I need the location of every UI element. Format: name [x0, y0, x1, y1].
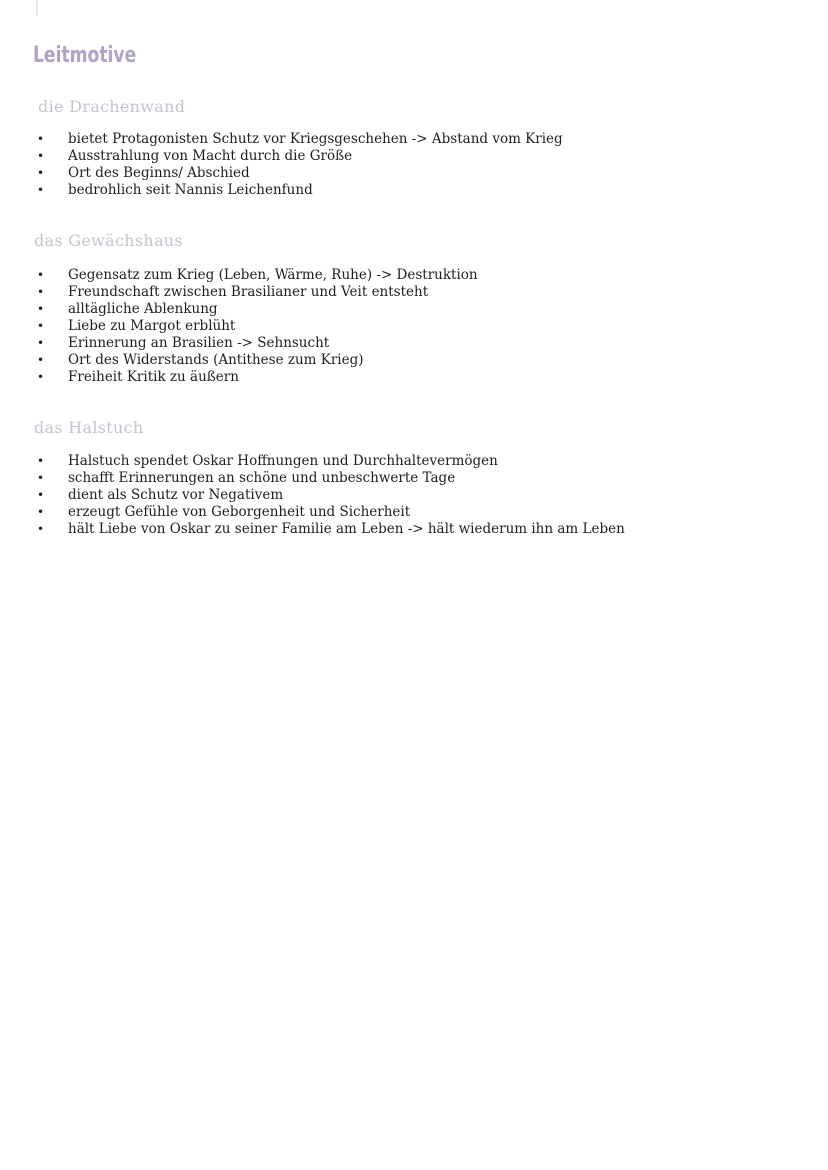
- bullet-item: • bedrohlich seit Nannis Leichenfund: [37, 182, 777, 199]
- section-heading-drachenwand: die Drachenwand: [38, 97, 186, 116]
- bullet-list-drachenwand: [37, 131, 777, 199]
- bullet-item: • Ort des Widerstands (Antithese zum Krieg): [37, 352, 777, 369]
- bullet-list-gewaechshaus: [37, 267, 777, 386]
- bullet-item: • Liebe zu Margot erblüht: [37, 318, 777, 335]
- bullet-item: • Gegensatz zum Krieg (Leben, Wärme, Ruhe) -> Destruktion: [37, 267, 777, 284]
- bullet-item: • dient als Schutz vor Negativem: [37, 487, 777, 504]
- bullet-list-halstuch: [37, 453, 777, 538]
- bullet-item: • Erinnerung an Brasilien -> Sehnsucht: [37, 335, 777, 352]
- bullet-item: • Ort des Beginns/ Abschied: [37, 165, 777, 182]
- bullet-item: • hält Liebe von Oskar zu seiner Familie am Leben -> hält wiederum ihn am Leben: [37, 521, 777, 538]
- bullet-item: • Halstuch spendet Oskar Hoffnungen und Durchhaltevermögen: [37, 453, 777, 470]
- bullet-item: • bietet Protagonisten Schutz vor Kriegsgeschehen -> Abstand vom Krieg: [37, 131, 777, 148]
- page-edge-artifact: [36, 0, 38, 16]
- bullet-item: • Freiheit Kritik zu äußern: [37, 369, 777, 386]
- section-heading-gewaechshaus: das Gewächshaus: [34, 231, 183, 250]
- bullet-item: • alltägliche Ablenkung: [37, 301, 777, 318]
- page-title: Leitmotive: [33, 43, 137, 68]
- bullet-item: • Ausstrahlung von Macht durch die Größe: [37, 148, 777, 165]
- section-heading-halstuch: das Halstuch: [34, 418, 144, 437]
- bullet-item: • schafft Erinnerungen an schöne und unbeschwerte Tage: [37, 470, 777, 487]
- bullet-item: • Freundschaft zwischen Brasilianer und Veit entsteht: [37, 284, 777, 301]
- bullet-item: • erzeugt Gefühle von Geborgenheit und Sicherheit: [37, 504, 777, 521]
